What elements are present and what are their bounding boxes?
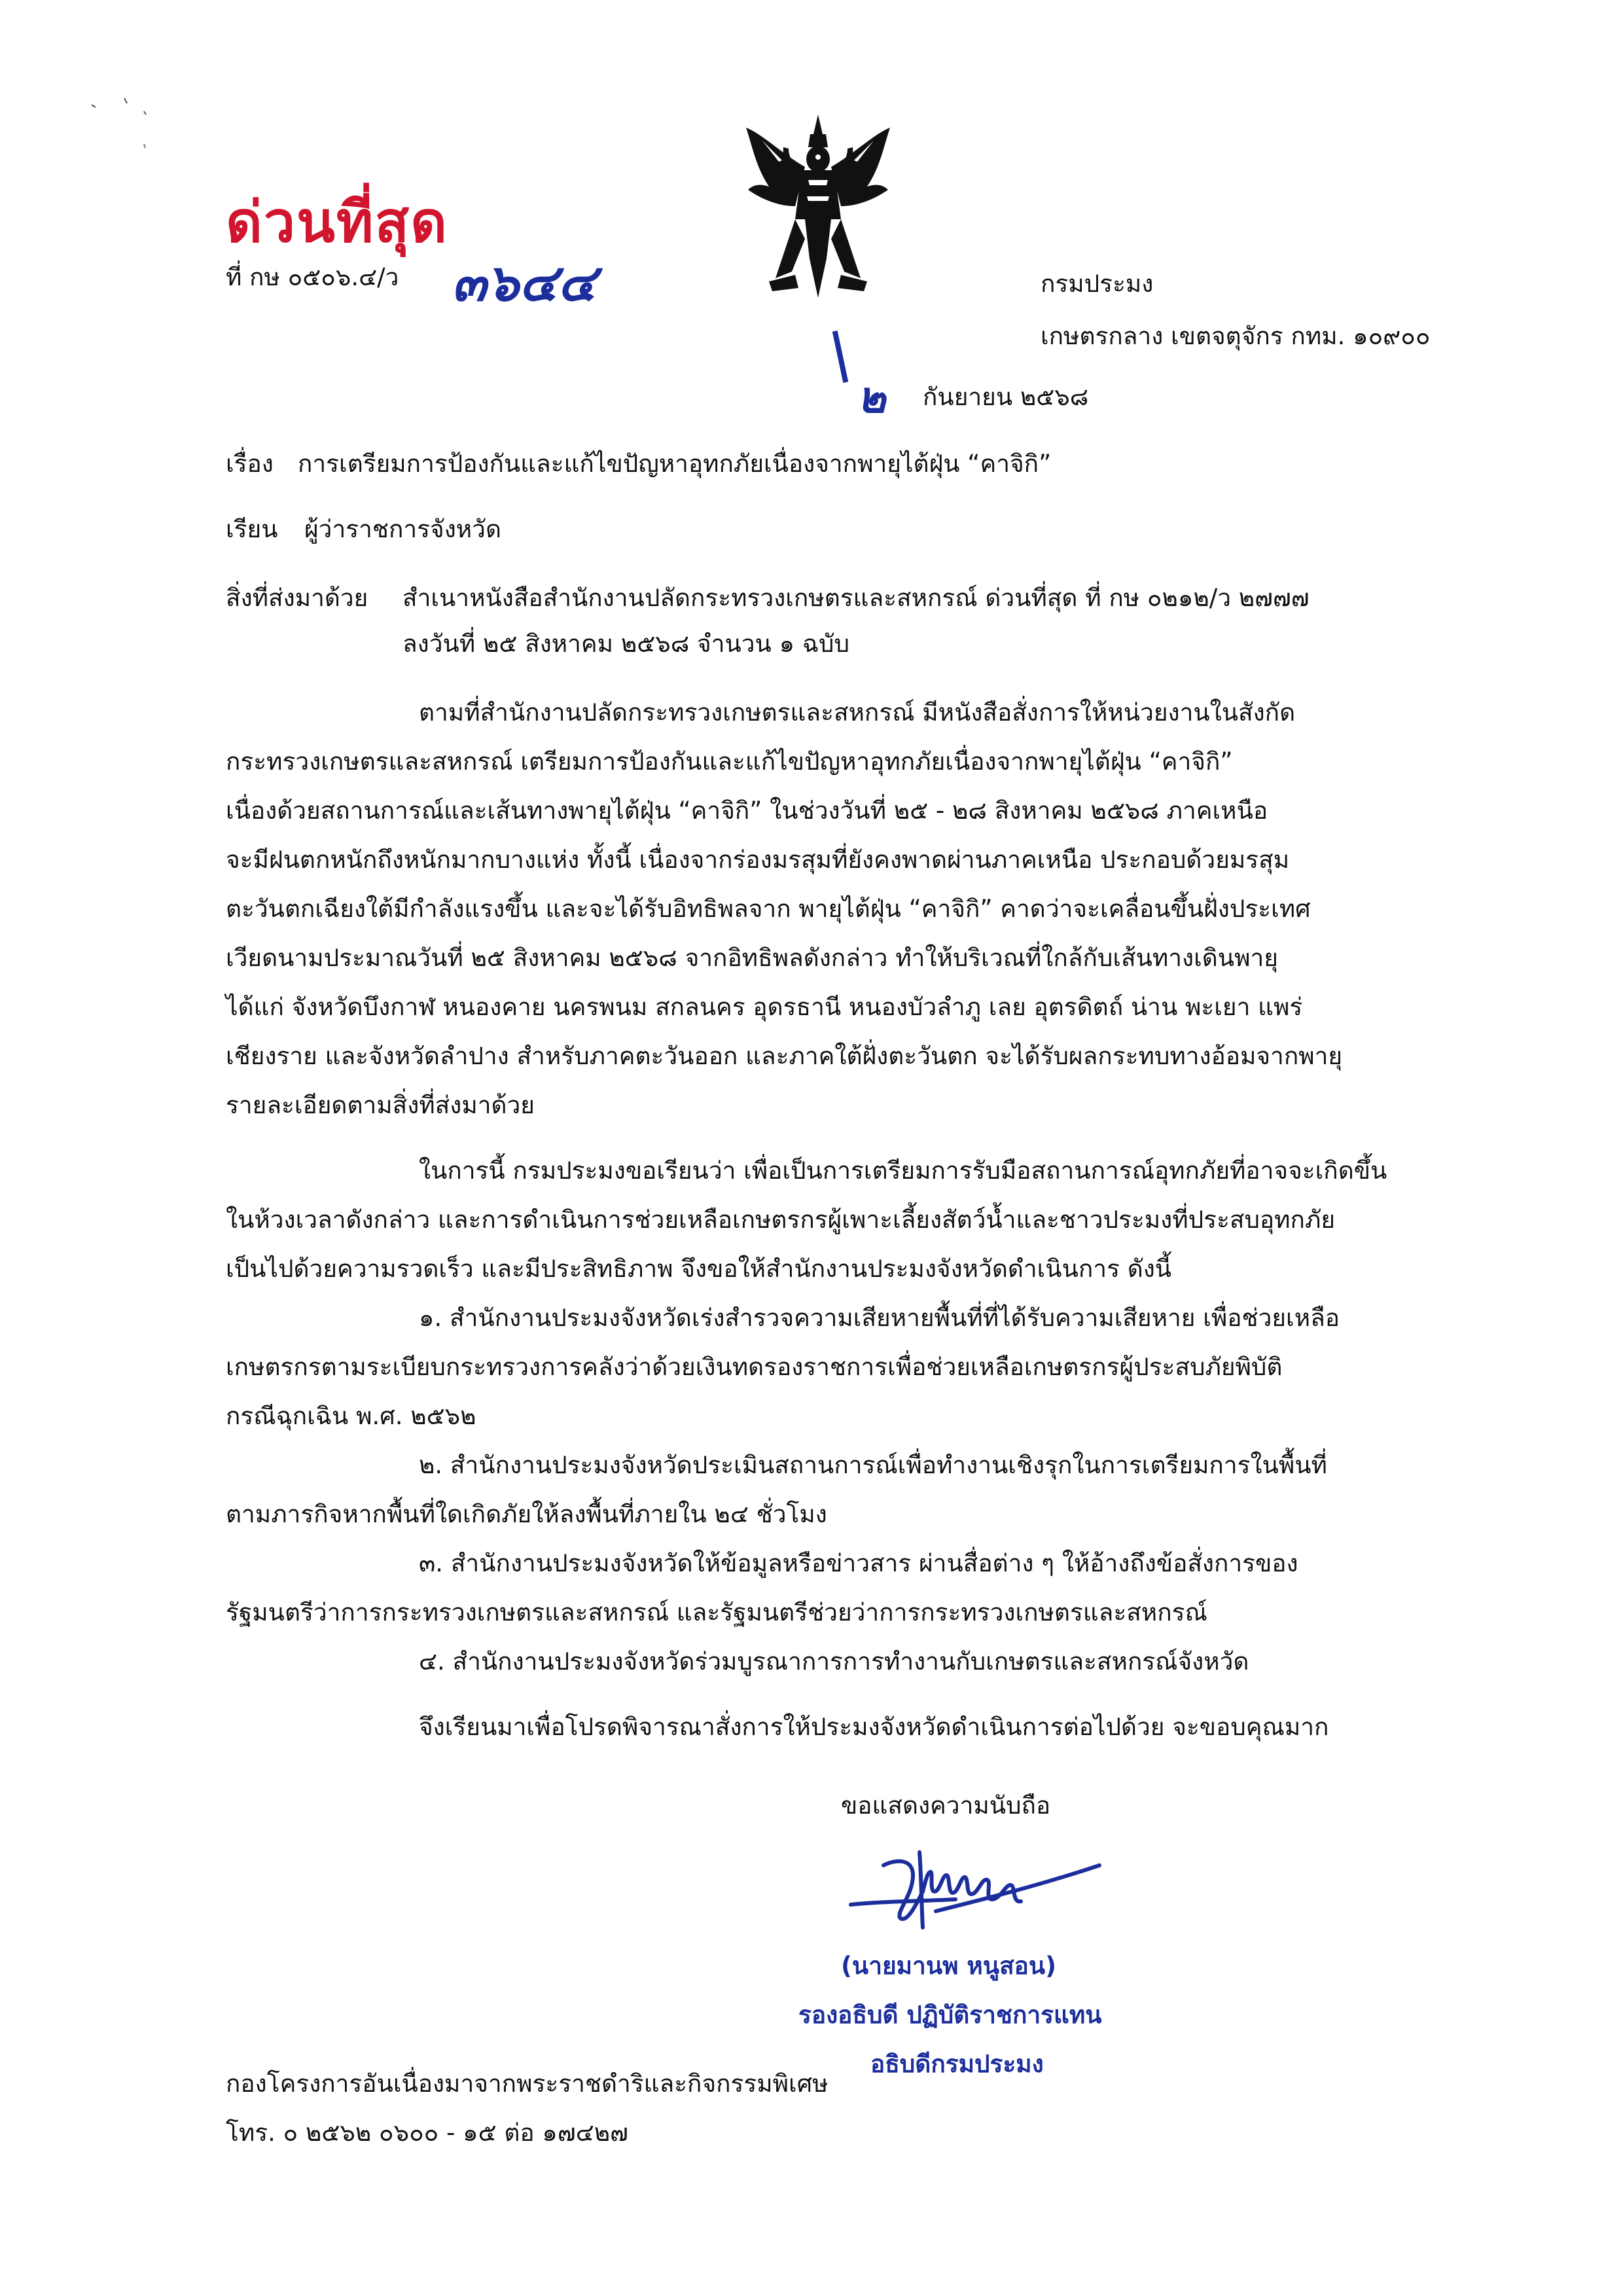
paragraph-1-line: เชียงราย และจังหวัดลำปาง สำหรับภาคตะวันออก และภาคใต้ฝั่งตะวันตก จะได้รับผลกระทบทางอ้อมจากพายุ [226,1042,1343,1070]
handwritten-stroke [832,331,848,383]
item-2-line: ๒. สำนักงานประมงจังหวัดประเมินสถานการณ์เพื่อทำงานเชิงรุกในการเตรียมการในพื้นที่ [419,1451,1327,1479]
paragraph-2-line: ในการนี้ กรมประมงขอเรียนว่า เพื่อเป็นการเตรียมการรับมือสถานการณ์อุทกภัยที่อาจจะเกิดขึ้น [419,1157,1387,1185]
paragraph-2-line: เป็นไปด้วยความรวดเร็ว และมีประสิทธิภาพ จึงขอให้สำนักงานประมงจังหวัดดำเนินการ ดังนี้ [226,1255,1172,1283]
paragraph-1-line: ได้แก่ จังหวัดบึงกาฬ หนองคาย นครพนม สกลนคร อุดรธานี หนองบัวลำภู เลย อุตรดิตถ์ น่าน พะเยา แพร่ [226,993,1303,1021]
subject-text: การเตรียมการป้องกันและแก้ไขปัญหาอุทกภัยเนื่องจากพายุไต้ฝุ่น “คาจิกิ” [298,450,1052,478]
scan-specks [79,92,157,157]
to-text: ผู้ว่าราชการจังหวัด [304,515,501,543]
signer-name: (นายมานพ หนูสอน) [841,1952,1057,1980]
sender-department: กรมประมง [1041,270,1154,298]
item-2-line: ตามภารกิจหากพื้นที่ใดเกิดภัยให้ลงพื้นที่ภายใน ๒๔ ชั่วโมง [226,1500,827,1528]
paragraph-1-line: ตามที่สำนักงานปลัดกระทรวงเกษตรและสหกรณ์ มีหนังสือสั่งการให้หน่วยงานในสังกัด [419,698,1296,726]
date-day-handwritten: ๒ [857,372,886,423]
closing-sentence: จึงเรียนมาเพื่อโปรดพิจารณาสั่งการให้ประมงจังหวัดดำเนินการต่อไปด้วย จะขอบคุณมาก [419,1713,1329,1741]
paragraph-1-line: ตะวันตกเฉียงใต้มีกำลังแรงขึ้น และจะได้รับอิทธิพลจาก พายุไต้ฝุ่น “คาจิกิ” คาดว่าจะเคลื่อนขึ้นฝั่งประเทศ [226,895,1311,923]
paragraph-1-line: เนื่องด้วยสถานการณ์และเส้นทางพายุไต้ฝุ่น “คาจิกิ” ในช่วงวันที่ ๒๕ - ๒๘ สิงหาคม ๒๕๖๘ ภาคเหนือ [226,797,1268,825]
signer-title-line-2: อธิบดีกรมประมง [870,2050,1044,2078]
date-month-year: กันยายน ๒๕๖๘ [923,383,1089,411]
reference-number-handwritten: ๓๖๔๔ [452,254,596,313]
item-3-line: รัฐมนตรีว่าการกระทรวงเกษตรและสหกรณ์ และรัฐมนตรีช่วยว่าการกระทรวงเกษตรและสหกรณ์ [226,1598,1207,1626]
signature [844,1839,1119,1931]
item-1-line: ๑. สำนักงานประมงจังหวัดเร่งสำรวจความเสียหายพื้นที่ที่ได้รับความเสียหาย เพื่อช่วยเหลือ [419,1304,1340,1332]
regards-text: ขอแสดงความนับถือ [841,1791,1051,1820]
sender-address: เกษตรกลาง เขตจตุจักร กทม. ๑๐๙๐๐ [1041,322,1431,350]
item-4-line: ๔. สำนักงานประมงจังหวัดร่วมบูรณาการการทำงานกับเกษตรและสหกรณ์จังหวัด [419,1647,1249,1676]
item-1-line: กรณีฉุกเฉิน พ.ศ. ๒๕๖๒ [226,1402,476,1430]
item-1-line: เกษตรกรตามระเบียบกระทรวงการคลังว่าด้วยเงินทดรองราชการเพื่อช่วยเหลือเกษตรกรผู้ประสบภัยพิบัติ [226,1353,1283,1381]
signer-title-line-1: รองอธิบดี ปฏิบัติราชการแทน [798,2001,1102,2029]
reference-label: ที่ กษ ๐๕๐๖.๔/ว [226,263,399,291]
paragraph-2-line: ในห้วงเวลาดังกล่าว และการดำเนินการช่วยเหลือเกษตรกรผู้เพาะเลี้ยงสัตว์น้ำและชาวประมงที่ประสบอุทกภัย [226,1206,1336,1234]
enclosure-label: สิ่งที่ส่งมาด้วย [226,584,368,612]
item-3-line: ๓. สำนักงานประมงจังหวัดให้ข้อมูลหรือข่าวสาร ผ่านสื่อต่าง ๆ ให้อ้างถึงข้อสั่งการของ [419,1549,1298,1577]
paragraph-1-line: เวียดนามประมาณวันที่ ๒๕ สิงหาคม ๒๕๖๘ จากอิทธิพลดังกล่าว ทำให้บริเวณที่ใกล้กับเส้นทางเดินพายุ [226,944,1278,972]
urgent-label: ด่วนที่สุด [226,190,448,255]
footer-phone: โทร. ๐ ๒๕๖๒ ๐๖๐๐ - ๑๕ ต่อ ๑๗๔๒๗ [226,2119,628,2147]
garuda-emblem [743,108,893,304]
paragraph-1-line: กระทรวงเกษตรและสหกรณ์ เตรียมการป้องกันและแก้ไขปัญหาอุทกภัยเนื่องจากพายุไต้ฝุ่น “คาจิกิ” [226,747,1233,776]
footer-office: กองโครงการอันเนื่องมาจากพระราชดำริและกิจกรรมพิเศษ [226,2070,829,2098]
subject-label: เรื่อง [226,450,274,478]
enclosure-line-1: สำเนาหนังสือสำนักงานปลัดกระทรวงเกษตรและสหกรณ์ ด่วนที่สุด ที่ กษ ๐๒๑๒/ว ๒๗๗๗ [402,584,1310,612]
paragraph-1-line: รายละเอียดตามสิ่งที่ส่งมาด้วย [226,1091,535,1119]
paragraph-1-line: จะมีฝนตกหนักถึงหนักมากบางแห่ง ทั้งนี้ เนื่องจากร่องมรสุมที่ยังคงพาดผ่านภาคเหนือ ประกอบด้วยมรสุม [226,846,1290,874]
enclosure-line-2: ลงวันที่ ๒๕ สิงหาคม ๒๕๖๘ จำนวน ๑ ฉบับ [402,630,850,658]
to-label: เรียน [226,515,278,543]
